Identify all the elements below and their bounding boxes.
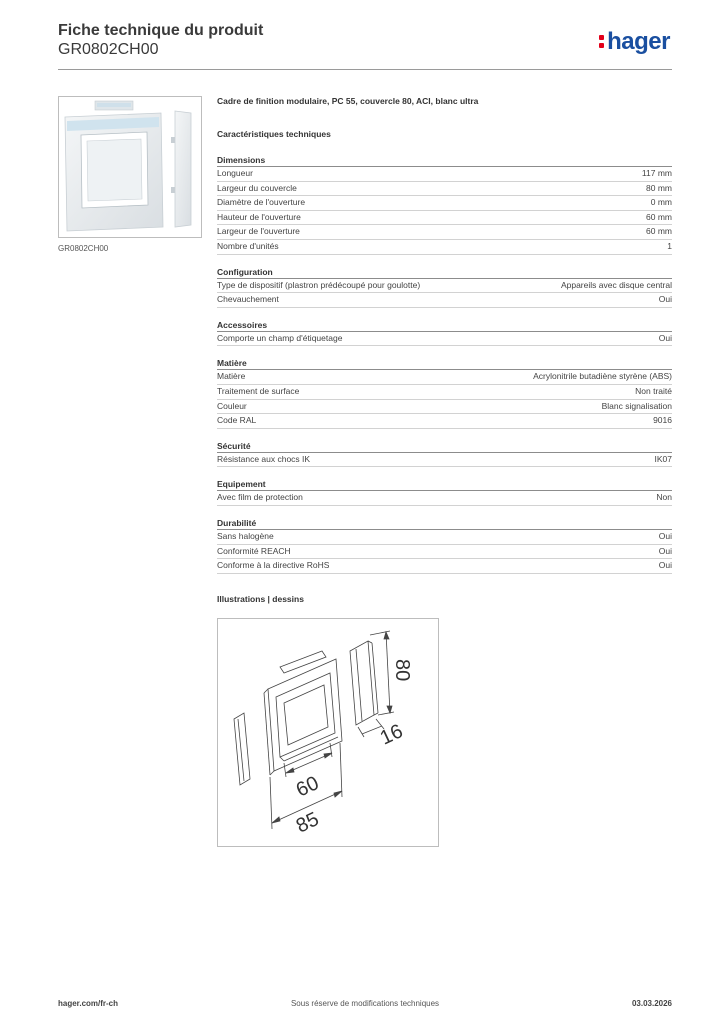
product-photo (58, 96, 202, 238)
spec-row (217, 211, 672, 226)
section-matiere (217, 358, 672, 428)
spec-row (217, 545, 672, 560)
footer-website: hager.com/fr-ch (58, 999, 119, 1008)
illustrations-title: Illustrations | dessins (217, 593, 304, 604)
spec-value: Appareils avec disque central (560, 279, 672, 290)
product-code: GR0802CH00 (58, 41, 159, 58)
spec-value: 60 mm (646, 226, 672, 237)
spec-label: Nombre d'unités (217, 240, 279, 251)
section-title: Configuration (217, 267, 672, 279)
spec-label: Couleur (217, 400, 247, 411)
spec-value: Non (656, 492, 672, 503)
spec-value: 60 mm (646, 211, 672, 222)
spec-row (217, 332, 672, 347)
spec-row (217, 530, 672, 545)
spec-label: Largeur de l'ouverture (217, 226, 300, 237)
section-title: Sécurité (217, 441, 672, 453)
spec-label: Type de dispositif (plastron prédécoupé pour goulotte) (217, 279, 421, 290)
section-dimensions (217, 155, 672, 255)
section-configuration (217, 267, 672, 308)
spec-value: 80 mm (646, 182, 672, 193)
spec-label: Résistance aux chocs IK (217, 453, 311, 464)
spec-row (217, 400, 672, 415)
spec-value: Blanc signalisation (601, 400, 672, 411)
spec-label: Longueur (217, 168, 253, 178)
spec-label: Conformité REACH (217, 545, 291, 556)
specs-title: Caractéristiques techniques (217, 129, 331, 139)
spec-label: Avec film de protection (217, 492, 303, 503)
spec-value: IK07 (654, 453, 672, 464)
dim-label-60: 60 (292, 772, 323, 802)
document-title: Fiche technique du produit (58, 22, 264, 39)
section-title: Equipement (217, 479, 672, 491)
spec-row (217, 370, 672, 385)
photo-caption: GR0802CH00 (58, 244, 109, 253)
dimension-drawing-icon (218, 619, 438, 846)
spec-label: Conforme à la directive RoHS (217, 560, 330, 571)
logo-dots-icon (598, 28, 606, 48)
spec-value: Oui (658, 560, 672, 571)
frame-photo-icon (59, 97, 201, 237)
hager-logo (598, 28, 670, 56)
spec-row (217, 453, 672, 468)
spec-row (217, 167, 672, 182)
footer-date: 03.03.2026 (631, 999, 672, 1008)
section-securite (217, 441, 672, 468)
technical-drawing (217, 618, 439, 847)
spec-label: Chevauchement (217, 294, 279, 305)
spec-row (217, 414, 672, 429)
logo-text: hager (607, 28, 670, 55)
spec-value: Oui (658, 294, 672, 305)
spec-value: 9016 (653, 415, 672, 426)
spec-row (217, 240, 672, 255)
spec-value: Oui (658, 530, 672, 541)
page-header (58, 22, 672, 70)
spec-label: Diamètre de l'ouverture (217, 197, 306, 208)
spec-row (217, 385, 672, 400)
footer-note: Sous réserve de modifications techniques (290, 999, 440, 1008)
spec-label: Comporte un champ d'étiquetage (217, 332, 343, 343)
spec-value: Acrylonitrile butadiène styrène (ABS) (533, 371, 672, 382)
spec-value: Non traité (635, 385, 672, 396)
spec-label: Traitement de surface (217, 385, 300, 396)
spec-value: 117 mm (641, 168, 672, 178)
section-title: Dimensions (217, 155, 672, 167)
spec-label: Matière (217, 371, 246, 382)
product-description: Cadre de finition modulaire, PC 55, couvercle 80, ACI, blanc ultra (217, 96, 479, 106)
spec-value: Oui (658, 545, 672, 556)
section-accessoires (217, 320, 672, 347)
spec-row (217, 559, 672, 574)
spec-value: 1 (667, 240, 672, 251)
spec-row (217, 225, 672, 240)
section-equipement (217, 479, 672, 506)
spec-label: Largeur du couvercle (217, 182, 297, 193)
spec-label: Hauteur de l'ouverture (217, 211, 301, 222)
spec-row (217, 491, 672, 506)
page-footer (58, 999, 672, 1011)
section-durabilite (217, 518, 672, 574)
dim-label-16: 16 (376, 720, 407, 750)
section-title: Matière (217, 358, 672, 370)
spec-row (217, 182, 672, 197)
section-title: Durabilité (217, 518, 672, 530)
spec-label: Code RAL (217, 415, 257, 426)
spec-row (217, 196, 672, 211)
spec-row (217, 293, 672, 308)
spec-value: Oui (658, 332, 672, 343)
dim-label-80: 80 (391, 659, 413, 682)
spec-row (217, 279, 672, 294)
spec-content (217, 96, 672, 606)
dim-label-85: 85 (292, 808, 323, 838)
spec-value: 0 mm (650, 197, 672, 208)
header-divider (58, 69, 672, 70)
spec-label: Sans halogène (217, 530, 274, 541)
section-title: Accessoires (217, 320, 672, 332)
